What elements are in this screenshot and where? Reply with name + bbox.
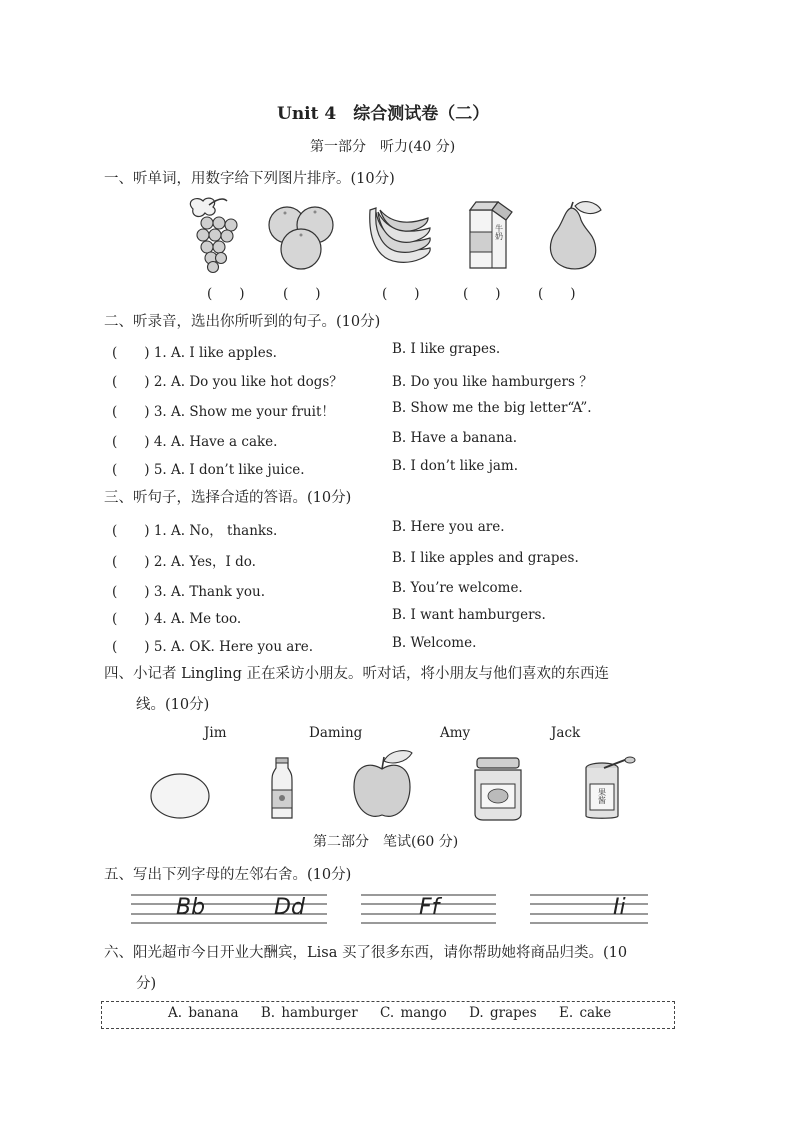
milk-label: 牛奶	[494, 224, 504, 240]
jam-can-picture	[584, 758, 636, 820]
section-2-heading: 二、听录音，选出你所听到的句子。(10分)	[104, 314, 381, 330]
child-name: Amy	[440, 725, 471, 741]
letter-ii: Ii	[613, 895, 626, 920]
question-option-b: B. Have a banana.	[392, 430, 518, 446]
option-item: B. hamburger	[260, 1005, 358, 1021]
grapes-picture	[183, 195, 243, 273]
bananas-picture	[364, 204, 436, 270]
question-option-a: ( ) 1. A. No， thanks.	[112, 523, 278, 539]
egg-picture	[149, 772, 211, 820]
question-option-a: ( ) 4. A. Me too.	[112, 611, 242, 627]
section-4-heading-cont: 线。(10分)	[136, 697, 210, 713]
answer-blank[interactable]: ( )	[382, 286, 420, 302]
option-item: A. banana	[168, 1005, 239, 1021]
child-name: Daming	[309, 725, 363, 741]
question-option-a: ( ) 1. A. I like apples.	[112, 345, 277, 361]
question-option-b: B. I don’t like jam.	[392, 458, 519, 474]
question-option-a: ( ) 2. A. Do you like hot dogs？	[112, 374, 343, 390]
answer-blank[interactable]: ( )	[538, 286, 576, 302]
part-one-heading: 第一部分 听力(40 分)	[310, 139, 456, 155]
page-title: Unit 4 综合测试卷（二）	[277, 104, 490, 124]
apple-picture	[350, 749, 414, 821]
answer-blank[interactable]: ( )	[207, 286, 245, 302]
question-option-a: ( ) 5. A. I don’t like juice.	[112, 462, 305, 478]
section-1-heading: 一、听单词，用数字给下列图片排序。(10分)	[104, 171, 395, 187]
child-name: Jim	[204, 725, 227, 741]
section-5-heading: 五、写出下列字母的左邻右舍。(10分)	[104, 867, 352, 883]
letter-bb: Bb	[176, 895, 206, 920]
milk-carton-picture	[462, 202, 516, 270]
part-two-heading: 第二部分 笔试(60 分)	[313, 834, 459, 850]
question-option-a: ( ) 2. A. Yes，I do.	[112, 554, 256, 570]
jam-label: 果酱	[597, 788, 607, 804]
question-option-a: ( ) 4. A. Have a cake.	[112, 434, 278, 450]
question-option-b: B. I like grapes.	[392, 341, 501, 357]
question-option-a: ( ) 3. A. Thank you.	[112, 584, 265, 600]
question-option-b: B. I want hamburgers.	[392, 607, 546, 623]
question-option-b: B. Welcome.	[392, 635, 477, 651]
question-option-b: B. Do you like hamburgers ？	[392, 374, 593, 390]
answer-blank[interactable]: ( )	[463, 286, 501, 302]
section-6-heading-cont: 分)	[136, 976, 157, 992]
letter-dd: Dd	[274, 895, 305, 920]
handwriting-lines	[0, 892, 794, 932]
jam-jar-picture	[473, 758, 523, 820]
options-list	[168, 1005, 627, 1021]
option-item: D. grapes	[469, 1005, 537, 1021]
oranges-picture	[265, 203, 337, 271]
section-4-heading: 四、小记者 Lingling 正在采访小朋友。听对话，将小朋友与他们喜欢的东西连	[104, 666, 609, 682]
question-option-b: B. Show me the big letter“A”.	[392, 400, 592, 416]
option-item: E. cake	[559, 1005, 612, 1021]
letter-ff: Ff	[419, 895, 440, 920]
section-6-heading: 六、阳光超市今日开业大酬宾，Lisa 买了很多东西，请你帮助她将商品归类。(10	[104, 945, 628, 961]
section-3-heading: 三、听句子，选择合适的答语。(10分)	[104, 490, 352, 506]
question-option-b: B. Here you are.	[392, 519, 505, 535]
option-item: C. mango	[380, 1005, 447, 1021]
answer-blank[interactable]: ( )	[283, 286, 321, 302]
question-option-a: ( ) 5. A. OK. Here you are.	[112, 639, 314, 655]
question-option-b: B. I like apples and grapes.	[392, 550, 579, 566]
milk-bottle-picture	[270, 758, 294, 820]
child-name: Jack	[551, 725, 581, 741]
question-option-a: ( ) 3. A. Show me your fruit！	[112, 404, 335, 420]
pear-picture	[541, 200, 605, 272]
question-option-b: B. You’re welcome.	[392, 580, 523, 596]
